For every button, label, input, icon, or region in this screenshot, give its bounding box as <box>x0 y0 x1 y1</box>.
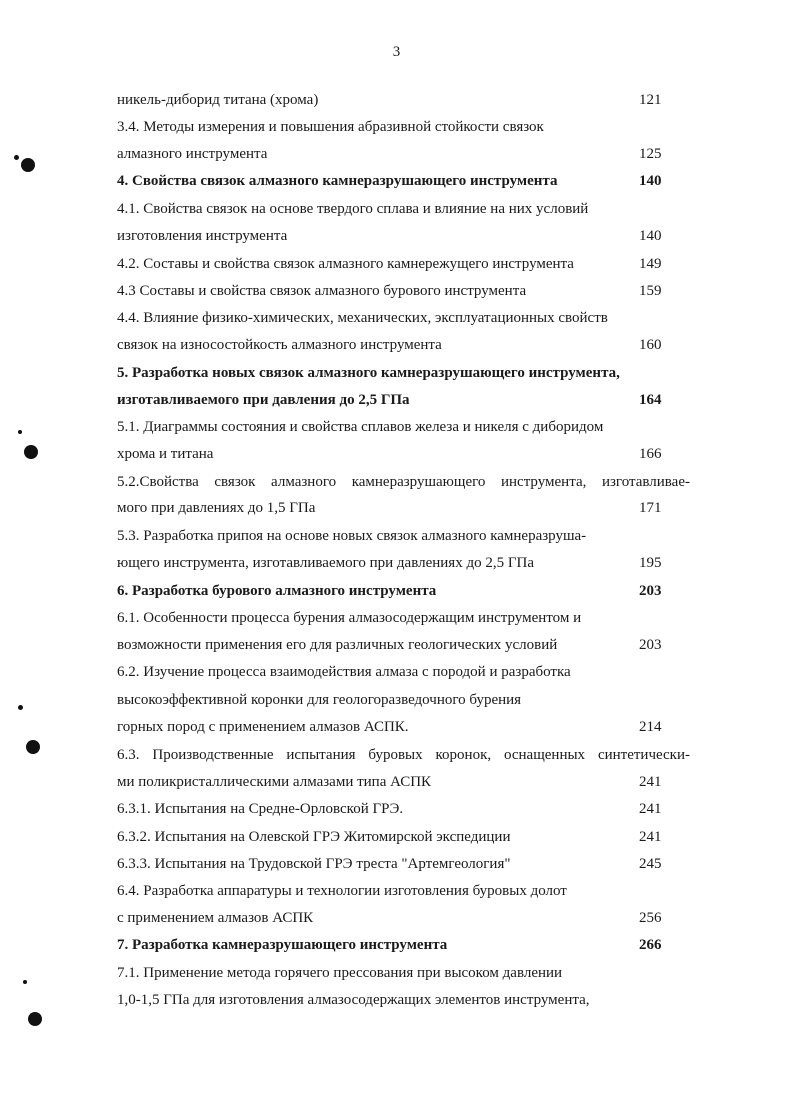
toc-entry-title: 6.1. Особенности процесса бурения алмазосодержащим инструментом и <box>117 610 582 626</box>
toc-entry <box>117 744 690 766</box>
punch-hole-mark <box>28 1012 42 1026</box>
toc-entry-page-number: 125 <box>639 146 662 162</box>
toc-entry <box>117 962 690 984</box>
toc-entry <box>117 689 690 711</box>
toc-entry-title: 6.2. Изучение процесса взаимодействия алмаза с породой и разработка <box>117 664 571 680</box>
toc-entry <box>117 362 690 384</box>
toc-entry <box>117 389 690 411</box>
toc-entry-title: 5. Разработка новых связок алмазного камнеразрушающего инструмента, <box>117 365 620 381</box>
toc-entry <box>117 989 690 1011</box>
toc-entry <box>117 798 690 820</box>
toc-entry-title: 4. Свойства связок алмазного камнеразрушающего инструмента <box>117 173 558 189</box>
toc-entry-title: 7. Разработка камнеразрушающего инструмента <box>117 937 448 953</box>
toc-entry-page-number: 140 <box>639 173 662 189</box>
toc-entry <box>117 143 690 165</box>
toc-entry-title: 6.3.2. Испытания на Олевской ГРЭ Житомирской экспедиции <box>117 829 511 845</box>
toc-entry <box>117 170 690 192</box>
toc-entry-page-number: 140 <box>639 228 662 244</box>
toc-entry <box>117 853 690 875</box>
toc-entry <box>117 634 690 656</box>
toc-entry-title: 4.2. Составы и свойства связок алмазного камнережущего инструмента <box>117 256 574 272</box>
toc-entry-page-number: 160 <box>639 337 662 353</box>
toc-entry <box>117 307 690 329</box>
toc-entry-page-number: 203 <box>639 637 662 653</box>
toc-entry <box>117 497 690 519</box>
toc-entry-page-number: 241 <box>639 829 662 845</box>
toc-entry <box>117 253 690 275</box>
toc-entry-title: 6.4. Разработка аппаратуры и технологии изготовления буровых долот <box>117 883 567 899</box>
toc-entry-title: 7.1. Применение метода горячего прессования при высоком давлении <box>117 965 563 981</box>
toc-entry <box>117 661 690 683</box>
toc-entry <box>117 771 690 793</box>
toc-entry <box>117 716 690 738</box>
toc-entry-title: горных пород с применением алмазов АСПК. <box>117 719 409 735</box>
toc-entry-page-number: 266 <box>639 937 662 953</box>
toc-entry-title: 6.3.3. Испытания на Трудовской ГРЭ треста "Артемгеология" <box>117 856 511 872</box>
toc-entry-page-number: 164 <box>639 392 662 408</box>
punch-hole-mark <box>21 158 35 172</box>
toc-entry-page-number: 241 <box>639 801 662 817</box>
toc-entry <box>117 416 690 438</box>
toc-entry-title: ми поликристаллическими алмазами типа АСПК <box>117 774 432 790</box>
toc-entry-title: 6.3.1. Испытания на Средне-Орловской ГРЭ. <box>117 801 404 817</box>
toc-entry-page-number: 241 <box>639 774 662 790</box>
toc-entry <box>117 280 690 302</box>
toc-entry-title: 4.4. Влияние физико-химических, механических, эксплуатационных свойств <box>117 310 608 326</box>
toc-entry <box>117 907 690 929</box>
toc-entry <box>117 198 690 220</box>
toc-entry-title: хрома и титана <box>117 446 214 462</box>
punch-hole-mark <box>24 445 38 459</box>
scan-speck <box>18 430 22 434</box>
toc-entry-page-number: 149 <box>639 256 662 272</box>
toc-entry-title: никель-диборид титана (хрома) <box>117 92 319 108</box>
toc-entry <box>117 607 690 629</box>
toc-entry <box>117 552 690 574</box>
toc-entry <box>117 225 690 247</box>
toc-entry-page-number: 159 <box>639 283 662 299</box>
scan-speck <box>14 155 19 160</box>
toc-entry-title: изготавливаемого при давления до 2,5 ГПа <box>117 392 410 408</box>
scan-speck <box>23 980 27 984</box>
toc-entry <box>117 116 690 138</box>
toc-entry <box>117 471 690 493</box>
toc-entry-page-number: 203 <box>639 583 662 599</box>
toc-entry-page-number: 121 <box>639 92 662 108</box>
toc-entry <box>117 89 690 111</box>
toc-entry-title: мого при давлениях до 1,5 ГПа <box>117 500 316 516</box>
toc-entry <box>117 443 690 465</box>
toc-entry-title: ющего инструмента, изготавливаемого при давлениях до 2,5 ГПа <box>117 555 534 571</box>
toc-entry-title: 5.2.Свойства связок алмазного камнеразрушающего инструмента, изготавливае- <box>117 474 690 490</box>
toc-entry-page-number: 195 <box>639 555 662 571</box>
toc-entry <box>117 934 690 956</box>
toc-entry-title: 3.4. Методы измерения и повышения абразивной стойкости связок <box>117 119 544 135</box>
punch-hole-mark <box>26 740 40 754</box>
toc-entry-title: связок на износостойкость алмазного инструмента <box>117 337 442 353</box>
toc-entry-title: 6. Разработка бурового алмазного инструмента <box>117 583 437 599</box>
toc-entry-title: 1,0-1,5 ГПа для изготовления алмазосодержащих элементов инструмента, <box>117 992 590 1008</box>
toc-entry-title: 4.1. Свойства связок на основе твердого сплава и влияние на них условий <box>117 201 589 217</box>
toc-entry-title: 5.3. Разработка припоя на основе новых связок алмазного камнеразруша- <box>117 528 587 544</box>
scan-speck <box>18 705 23 710</box>
toc-entry-page-number: 245 <box>639 856 662 872</box>
toc-entry <box>117 525 690 547</box>
toc-entry-title: 5.1. Диаграммы состояния и свойства сплавов железа и никеля с диборидом <box>117 419 604 435</box>
toc-entry-title: алмазного инструмента <box>117 146 268 162</box>
toc-entry-title: 6.3. Производственные испытания буровых коронок, оснащенных синтетически- <box>117 747 690 763</box>
toc-entry-title: с применением алмазов АСПК <box>117 910 314 926</box>
toc-entry <box>117 334 690 356</box>
toc-entry-page-number: 214 <box>639 719 662 735</box>
toc-entry-title: высокоэффективной коронки для геологоразведочного бурения <box>117 692 522 708</box>
toc-entry <box>117 580 690 602</box>
toc-entry <box>117 826 690 848</box>
toc-entry-title: возможности применения его для различных геологических условий <box>117 637 558 653</box>
toc-entry-title: изготовления инструмента <box>117 228 288 244</box>
toc-entry-title: 4.3 Составы и свойства связок алмазного бурового инструмента <box>117 283 527 299</box>
toc-entry <box>117 880 690 902</box>
page-number: 3 <box>392 44 401 60</box>
toc-entry-page-number: 256 <box>639 910 662 926</box>
toc-entry-page-number: 171 <box>639 500 662 516</box>
toc-entry-page-number: 166 <box>639 446 662 462</box>
